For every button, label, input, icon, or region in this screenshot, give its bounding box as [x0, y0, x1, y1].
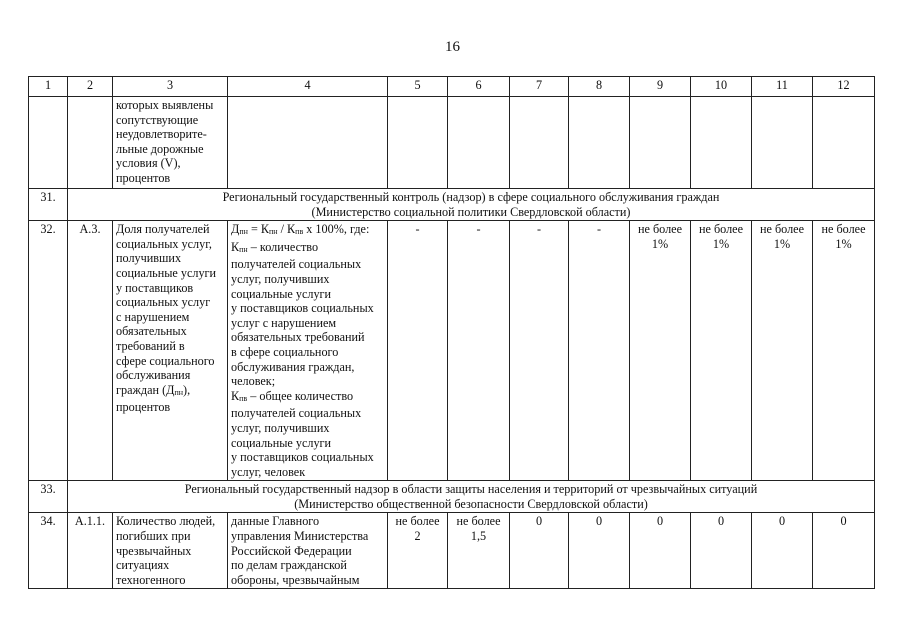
section-title-line: (Министерство социальной политики Свердловской области) [311, 204, 631, 219]
value-line: не более [395, 514, 440, 529]
row-code: А.1.1. [68, 513, 113, 589]
subscript: пв [239, 393, 248, 403]
text-line: социальные услуги [231, 286, 332, 301]
text-line: у поставщиков социальных [231, 450, 374, 465]
value-col-10 [691, 221, 752, 481]
header-cell-11: 11 [752, 77, 813, 97]
cont-cell-5 [388, 97, 448, 189]
header-cell-6: 6 [448, 77, 510, 97]
cont-cell-11 [752, 97, 813, 189]
value-col-11: 0 [752, 513, 813, 589]
text-line: у поставщиков социальных [231, 301, 374, 316]
text-line: Доля получателей [116, 222, 210, 237]
text-line: с нарушением [116, 309, 190, 324]
value-line: не более [759, 222, 804, 237]
value-col-12 [813, 221, 875, 481]
text-line: обязательных [116, 324, 187, 339]
text-line-with-subscript [231, 240, 384, 258]
value-col-12: 0 [813, 513, 875, 589]
value-col-6: - [448, 221, 510, 481]
text-part: Д [231, 222, 240, 237]
text-line: обороны, чрезвычайным [231, 572, 360, 587]
cont-cell-8 [569, 97, 630, 189]
header-cell-8: 8 [569, 77, 630, 97]
text-line: по делам гражданской [231, 558, 347, 573]
header-cell-7: 7 [510, 77, 569, 97]
text-line: Российской Федерации [231, 543, 352, 558]
row-number: 32. [29, 221, 68, 481]
value-line: не более [456, 514, 501, 529]
value-col-7: 0 [510, 513, 569, 589]
value-line: 2 [414, 529, 421, 544]
subscript: пн [239, 227, 248, 237]
text-part: / К [277, 222, 296, 237]
row-number: 33. [29, 481, 68, 513]
text-line: обслуживания граждан, [231, 359, 355, 374]
value-line: не более [821, 222, 866, 237]
text-part: х 100%, где: [303, 222, 370, 237]
subscript: пв [295, 227, 304, 237]
header-cell-4: 4 [228, 77, 388, 97]
text-line: Количество людей, [116, 514, 216, 529]
text-line: получателей социальных [231, 257, 362, 272]
value-col-5 [388, 513, 448, 589]
table-row-34 [29, 513, 875, 589]
text-line: в сфере социального [231, 344, 339, 359]
text-line: социальных услуг, [116, 236, 212, 251]
value-line: не более [698, 222, 743, 237]
row-number: 34. [29, 513, 68, 589]
text-line-with-subscript [116, 383, 224, 401]
calculation-method [228, 513, 388, 589]
subscript: пн [269, 227, 278, 237]
header-cell-9: 9 [630, 77, 691, 97]
text-part: граждан (Д [116, 382, 175, 397]
text-line: у поставщиков [116, 280, 194, 295]
cont-cell-7 [510, 97, 569, 189]
page-number: 16 [445, 39, 460, 55]
value-col-7: - [510, 221, 569, 481]
header-cell-2: 2 [68, 77, 113, 97]
text-part: К [231, 239, 240, 254]
value-line: 1% [773, 236, 791, 251]
header-cell-12: 12 [813, 77, 875, 97]
text-line: ситуациях [116, 558, 170, 573]
row-number: 31. [29, 189, 68, 221]
value-line: 1% [835, 236, 852, 251]
header-cell-1: 1 [29, 77, 68, 97]
cont-cell-1 [29, 97, 68, 189]
value-col-8: - [569, 221, 630, 481]
text-part: – общее количество [247, 388, 354, 403]
cont-cell-4 [228, 97, 388, 189]
value-line: 1% [651, 236, 669, 251]
text-line: услуг, получивших [231, 271, 330, 286]
section-title [68, 481, 875, 513]
indicator-name [113, 513, 228, 589]
text-line: сопутствующие [116, 112, 199, 127]
header-cell-5: 5 [388, 77, 448, 97]
subscript: пн [174, 387, 184, 397]
text-line-with-subscript [231, 389, 384, 407]
text-line: процентов [116, 400, 171, 415]
indicator-name [113, 221, 228, 481]
text-line: услуг с нарушением [231, 315, 337, 330]
text-line: социальных услуг [116, 295, 211, 310]
value-col-11 [752, 221, 813, 481]
header-cell-3: 3 [113, 77, 228, 97]
value-col-9 [630, 221, 691, 481]
section-title-line: (Министерство общественной безопасности Свердловской области) [294, 496, 648, 511]
table-header-row [29, 77, 875, 97]
text-part: – количество [247, 239, 319, 254]
text-part: = К [247, 222, 269, 237]
cont-cell-12 [813, 97, 875, 189]
value-col-6 [448, 513, 510, 589]
text-line: управления Министерства [231, 529, 369, 544]
cont-cell-indicator [113, 97, 228, 189]
indicators-table [28, 76, 875, 589]
section-title-line: Региональный государственный надзор в области защиты населения и территорий от чрезвычайных ситуаций [184, 482, 758, 497]
text-line: услуг, получивших [231, 420, 330, 435]
value-line: 1% [712, 236, 730, 251]
row-code: А.3. [68, 221, 113, 481]
table-row-section-31 [29, 189, 875, 221]
formula-line [231, 222, 384, 240]
table-row-32 [29, 221, 875, 481]
section-title [68, 189, 875, 221]
text-line: техногенного [116, 572, 186, 587]
text-line: получивших [116, 251, 182, 266]
text-line: условия (V), [116, 156, 181, 171]
text-line: получателей социальных [231, 406, 362, 421]
text-line: социальные услуги [116, 265, 217, 280]
text-part: К [231, 388, 240, 403]
text-line: человек; [231, 374, 276, 389]
text-line: неудовлетворите- [116, 127, 207, 142]
text-line: погибших при [116, 529, 191, 544]
cont-cell-10 [691, 97, 752, 189]
table-row-continued [29, 97, 875, 189]
text-part: ), [183, 382, 191, 397]
text-line: процентов [116, 170, 171, 185]
text-line: сфере социального [116, 353, 215, 368]
text-line: льные дорожные [116, 141, 204, 156]
text-line: услуг, человек [231, 464, 306, 479]
calculation-method [228, 221, 388, 481]
value-col-10: 0 [691, 513, 752, 589]
table-row-section-33 [29, 481, 875, 513]
value-col-8: 0 [569, 513, 630, 589]
text-line: данные Главного [231, 514, 320, 529]
header-cell-10: 10 [691, 77, 752, 97]
text-line: чрезвычайных [116, 543, 192, 558]
text-line: обязательных требований [231, 330, 365, 345]
value-line: 1,5 [470, 529, 487, 544]
subscript: пн [239, 244, 248, 254]
cont-cell-2 [68, 97, 113, 189]
section-title-line: Региональный государственный контроль (надзор) в сфере социального обслуживания граждан [222, 190, 720, 204]
value-col-9: 0 [630, 513, 691, 589]
text-line: социальные услуги [231, 435, 332, 450]
value-col-5: - [388, 221, 448, 481]
text-line: требований в [116, 338, 185, 353]
text-line: которых выявлены [116, 98, 214, 112]
cont-cell-6 [448, 97, 510, 189]
value-line: не более [637, 222, 682, 237]
cont-cell-9 [630, 97, 691, 189]
text-line: обслуживания [116, 368, 191, 383]
